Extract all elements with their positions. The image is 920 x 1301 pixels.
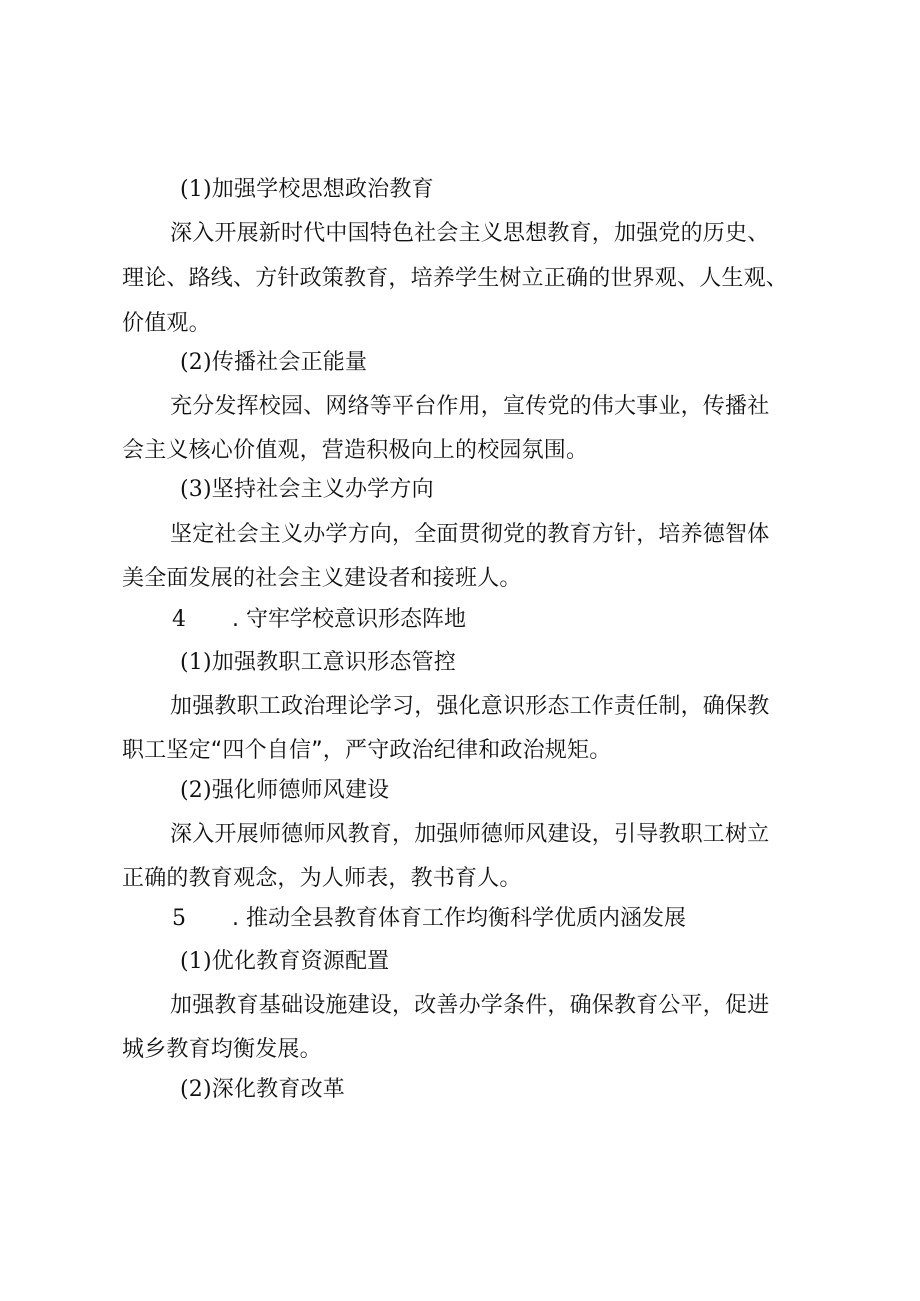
subheading-socialist-direction	[180, 476, 870, 504]
item-number: (1)	[180, 177, 212, 202]
section-number: 4	[172, 607, 186, 632]
subheading-text: 传播社会正能量	[211, 350, 368, 375]
subheading-political-education	[180, 176, 870, 204]
subheading-text: 加强学校思想政治教育	[211, 177, 434, 202]
subheading-text: 优化教育资源配置	[211, 949, 390, 974]
item-number: (1)	[180, 650, 212, 675]
subheading-text: 强化师德师风建设	[211, 778, 390, 803]
subheading-positive-energy	[180, 349, 870, 377]
item-number: (1)	[180, 949, 212, 974]
paragraph-line: 会主义核心价值观，营造积极向上的校园氛围。	[122, 438, 589, 463]
paragraph-line: 加强教职工政治理论学习，强化意识形态工作责任制，确保教	[170, 694, 770, 719]
subheading-teacher-ethics	[180, 777, 870, 805]
item-number: (2)	[180, 1077, 212, 1102]
section-number: 5	[172, 906, 186, 931]
section-title: . 守牢学校意识形态阵地	[232, 607, 466, 632]
paragraph-line: 城乡教育均衡发展。	[122, 1037, 322, 1062]
paragraph-line: 理论、路线、方针政策教育，培养学生树立正确的世界观、人生观、	[122, 266, 789, 291]
paragraph-line: 加强教育基础设施建设，改善办学条件，确保教育公平，促进	[170, 993, 770, 1018]
subheading-text: 坚持社会主义办学方向	[211, 477, 434, 502]
subheading-staff-ideology	[180, 649, 870, 677]
subheading-text: 加强教职工意识形态管控	[211, 650, 456, 675]
paragraph-line: 深入开展师德师风教育，加强师德师风建设，引导教职工树立	[170, 822, 770, 847]
paragraph-line: 充分发挥校园、网络等平台作用，宣传党的伟大事业，传播社	[170, 394, 770, 419]
subheading-resource-allocation	[180, 948, 870, 976]
paragraph-line: 坚定社会主义办学方向，全面贯彻党的教育方针，培养德智体	[170, 522, 770, 547]
item-number: (3)	[180, 477, 212, 502]
item-number: (2)	[180, 778, 212, 803]
paragraph-line: 职工坚定“四个自信”，严守政治纪律和政治规矩。	[122, 738, 612, 763]
item-number: (2)	[180, 350, 212, 375]
section-title: . 推动全县教育体育工作均衡科学优质内涵发展	[232, 906, 686, 931]
paragraph-line: 正确的教育观念，为人师表，教书育人。	[122, 866, 522, 891]
paragraph-line: 美全面发展的社会主义建设者和接班人。	[122, 566, 522, 591]
paragraph-line: 价值观。	[122, 311, 211, 336]
paragraph-line: 深入开展新时代中国特色社会主义思想教育，加强党的历史、	[170, 221, 770, 246]
subheading-education-reform	[180, 1076, 870, 1104]
subheading-text: 深化教育改革	[211, 1077, 345, 1102]
